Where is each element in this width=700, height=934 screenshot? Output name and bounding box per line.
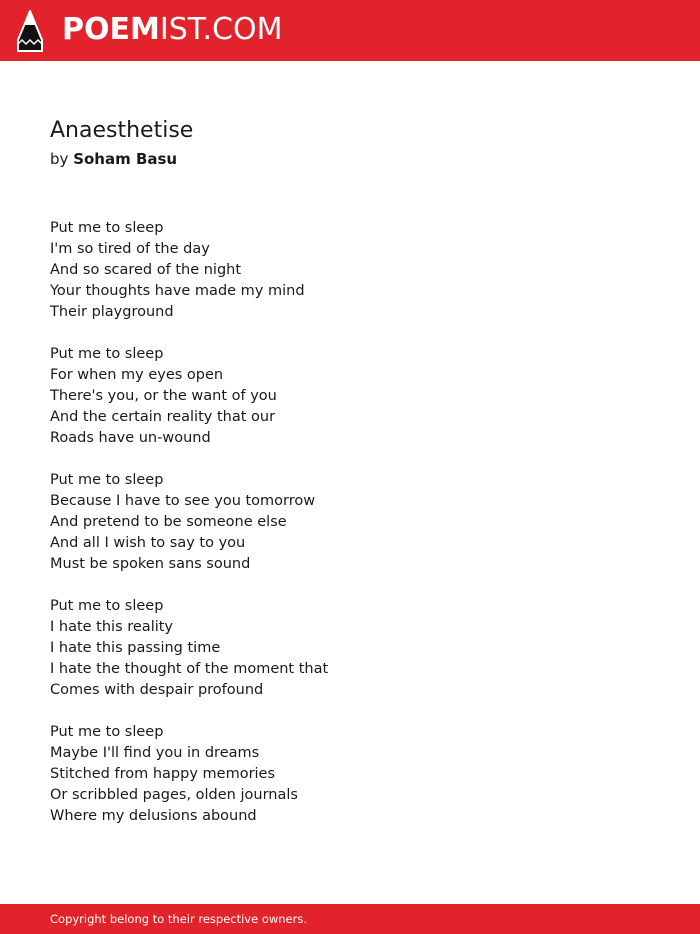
pencil-icon[interactable] [16,10,44,52]
site-header [0,0,700,61]
poem-line: Maybe I'll find you in dreams [50,745,260,761]
poem-line: Your thoughts have made my mind [50,283,305,299]
poem-line: I hate the thought of the moment that [50,661,329,677]
logo-light-text: IST.COM [159,12,283,47]
poem-line: Or scribbled pages, olden journals [50,787,298,803]
stanza [50,722,650,827]
by-label: by [50,150,69,168]
poem-line: And all I wish to say to you [50,535,246,551]
poem-line: I'm so tired of the day [50,241,210,257]
poem-line: Put me to sleep [50,724,164,740]
poem-line: And pretend to be someone else [50,514,287,530]
poem-line: Put me to sleep [50,346,164,362]
stanza [50,470,650,575]
poem-line: Put me to sleep [50,472,164,488]
poem-line: Put me to sleep [50,598,164,614]
author-name: Soham Basu [73,150,178,168]
site-footer [0,904,700,934]
poem-line: Their playground [50,304,174,320]
poem-line: Put me to sleep [50,220,164,236]
poem-line: For when my eyes open [50,367,224,383]
poem-line: I hate this passing time [50,640,221,656]
stanza [50,218,650,323]
logo-strong-text: POEM [62,12,160,47]
byline [50,148,177,170]
site-logo[interactable] [62,12,282,48]
poem-line: And so scared of the night [50,262,242,278]
poem-line: Comes with despair profound [50,682,264,698]
poem-line: I hate this reality [50,619,174,635]
poem-line: Stitched from happy memories [50,766,276,782]
poem-title: Anaesthetise [50,118,194,143]
poem-line: Must be spoken sans sound [50,556,251,572]
poem-line: And the certain reality that our [50,409,276,425]
poem-line: Where my delusions abound [50,808,257,824]
copyright-text: Copyright belong to their respective owners. [50,912,308,926]
stanza [50,344,650,449]
poem-line: There's you, or the want of you [50,388,277,404]
poem-line: Because I have to see you tomorrow [50,493,316,509]
stanza [50,596,650,701]
poem-body [50,218,650,848]
poem-line: Roads have un-wound [50,430,211,446]
